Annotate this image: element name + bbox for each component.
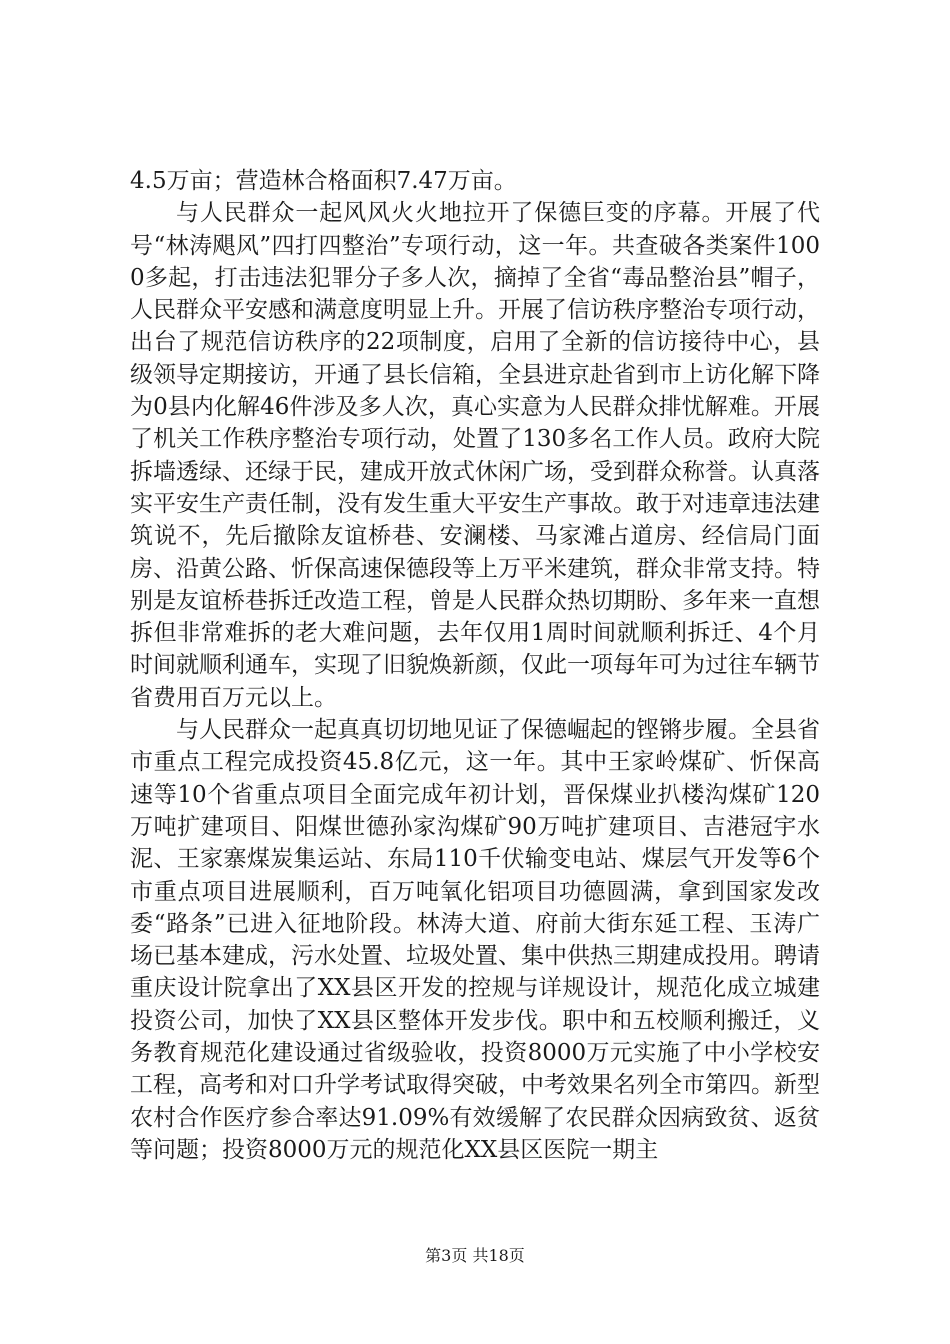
paragraph: 与人民群众一起风风火火地拉开了保德巨变的序幕。开展了代号“林涛飓风”四打四整治”专项行动，这一年。共查破各类案件1000多起，打击违法犯罪分子多人次，摘掉了全省“毒品整治县”帽子，人民群众平安感和满意度明显上升。开展了信访秩序整治专项行动，出台了规范信访秩序的22项制度，启用了全新的信访接待中心，县级领导定期接访，开通了县长信箱，全县进京赴省到市上访化解下降为0县内化解46件涉及多人次，真心实意为人民群众排忧解难。开展了机关工作秩序整治专项行动，处置了130多名工作人员。政府大院拆墙透绿、还绿于民，建成开放式休闲广场，受到群众称誉。认真落实平安生产责任制，没有发生重大平安生产事故。敢于对违章违法建筑说不，先后撤除友谊桥巷、安澜楼、马家滩占道房、经信局门面房、沿黄公路、忻保高速保德段等上万平米建筑，群众非常支持。特别是友谊桥巷拆迁改造工程，曾是人民群众热切期盼、多年来一直想拆但非常难拆的老大难问题，去年仅用1周时间就顺利拆迁、4个月时间就顺利通车，实现了旧貌焕新颜，仅此一项每年可为过往车辆节省费用百万元以上。 (130, 200, 820, 711)
page-footer: 第3页 共18页 (425, 1246, 525, 1265)
paragraph: 与人民群众一起真真切切地见证了保德崛起的铿锵步履。全县省市重点工程完成投资45.8亿元，这一年。其中王家岭煤矿、忻保高速等10个省重点项目全面完成年初计划，晋保煤业扒楼沟煤矿120万吨扩建项目、阳煤世德孙家沟煤矿90万吨扩建项目、吉港冠宇水泥、王家寨煤炭集运站、东局110千伏输变电站、煤层气开发等6个市重点项目进展顺利，百万吨氧化铝项目功德圆满，拿到国家发改委“路条”已进入征地阶段。林涛大道、府前大街东延工程、玉涛广场已基本建成，污水处置、垃圾处置、集中供热三期建成投用。聘请重庆设计院拿出了XX县区开发的控规与详规设计，规范化成立城建投资公司，加快了XX县区整体开发步伐。职中和五校顺利搬迁，义务教育规范化建设通过省级验收，投资8000万元实施了中小学校安工程，高考和对口升学考试取得突破，中考效果名列全市第四。新型农村合作医疗参合率达91.09%有效缓解了农民群众因病致贫、返贫等问题；投资8000万元的规范化XX县区医院一期主 (130, 717, 820, 1163)
paragraph: 4.5万亩；营造林合格面积7.47万亩。 (130, 168, 517, 194)
document-body (130, 165, 820, 1166)
